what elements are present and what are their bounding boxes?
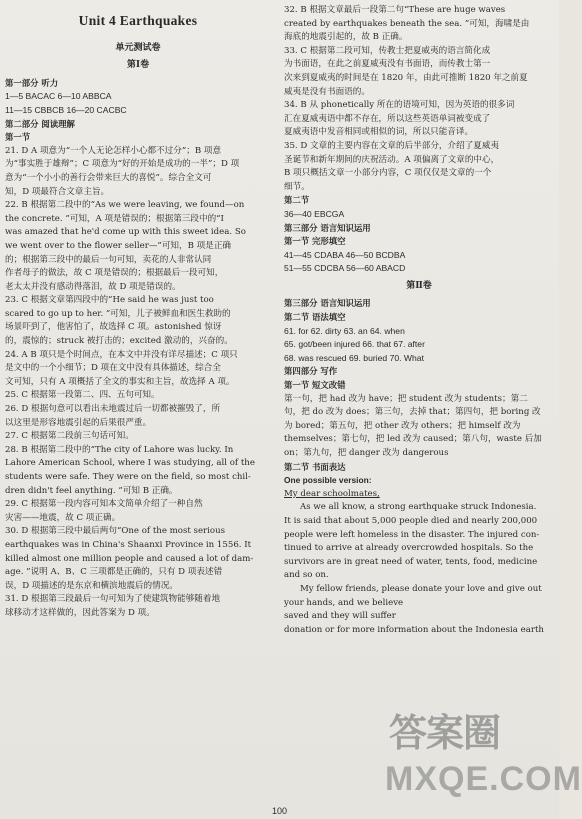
page-number: 100 xyxy=(271,806,288,816)
grammar-line: 68. was rescued 69. buried 70. What xyxy=(284,352,424,363)
essay-line: tinued to arrive at already overcrowded hospitals. So the xyxy=(284,543,534,554)
explanation-line: 28. B 根据第二段中的“The city of Lahore was lucky. In xyxy=(5,444,234,455)
explanation-line: earthquakes was in China's Shaanxi Province in 1556. It xyxy=(5,539,252,550)
explanation-line: was amazed that he'd come up with this sweet idea. So xyxy=(5,227,246,238)
volume-two-title: 第Ⅱ卷 xyxy=(406,280,432,291)
correction-line: themselves；第七句，把 led 改为 caused；第八句，waste 后加 xyxy=(284,434,542,445)
explanation-line: the concrete. ”可知，A 项是错误的；根据第三段中的“I xyxy=(5,213,224,224)
explanation-line: 25. C 根据第一段第二、四、五句可知。 xyxy=(5,390,160,401)
correction-heading: 第一节 短文改错 xyxy=(284,380,346,391)
section-one-heading: 第一节 xyxy=(5,132,31,143)
correction-line: 句，把 do 改为 does；第三句，去掉 that；第四句，把 boring 改 xyxy=(284,407,541,418)
essay-line: As we all know, a strong earthquake struck Indonesia. xyxy=(300,502,537,513)
explanation-line: 圣诞节和新年期间的庆祝活动。A 项偏离了文章的中心， xyxy=(284,154,500,165)
explanation-line: 灾害——地震，故 C 项正确。 xyxy=(5,512,121,523)
volume-one-title: 第Ⅰ卷 xyxy=(126,60,150,71)
explanation-line: 场景吓到了，他害怕了，故选择 C 项。astonished 惊讶 xyxy=(5,322,222,333)
reading-explanations xyxy=(5,145,271,621)
part-four-heading: 第四部分 写作 xyxy=(284,366,338,377)
answers-51-60: 51—55 CDCBA 56—60 ABACD xyxy=(284,263,406,274)
explanation-line: 细节。 xyxy=(284,181,310,192)
explanation-line: 31. D 根据第三段最后一句可知为了使建筑物能够随着地 xyxy=(5,594,221,605)
explanation-line: 作者母子的做法，故 C 项是错误的；根据最后一段可知， xyxy=(5,268,224,279)
explanation-line: 27. C 根据第二段前三句话可知。 xyxy=(5,431,134,442)
explanation-line: 以这里是形容地震引起的后果很严重。 xyxy=(5,417,152,428)
grammar-line: 65. got/been injured 66. that 67. after xyxy=(284,339,425,350)
answers-1-10: 1—5 BACAC 6—10 ABBCA xyxy=(5,91,112,102)
essay-line: saved and they will suffer xyxy=(284,611,396,622)
explanation-line: 26. D 根据句意可以看出未地震过后一切都被摧毁了，所 xyxy=(5,404,221,415)
answers-36-40: 36—40 EBCGA xyxy=(284,208,345,219)
explanation-line: 的；根据第三段中的最后一句可知，卖花的人非常认同 xyxy=(5,254,212,265)
correction-answers xyxy=(284,393,554,461)
explanation-line: 为书面语，在此之前夏威夷没有书面语，而传教士第一 xyxy=(284,59,491,70)
answers-41-50: 41—45 CDABA 46—50 BCDBA xyxy=(284,249,406,260)
essay-body xyxy=(284,501,554,637)
section-two-heading: 第二节 xyxy=(284,195,310,206)
grammar-answers xyxy=(284,325,554,366)
essay-line: people were left homeless in the disaster. The injured con- xyxy=(284,529,540,540)
part-three-b-heading: 第三部分 语言知识运用 xyxy=(284,298,371,309)
explanation-line: 老太太并没有感动得落泪，故 D 项是错误的。 xyxy=(5,281,181,292)
explanation-line: dren didn't feel anything. ”可知 B 正确。 xyxy=(5,485,178,496)
explanation-line: 22. B 根据第二段中的“As we were leaving, we found—on xyxy=(5,200,245,211)
part-two-heading: 第二部分 阅读理解 xyxy=(5,118,75,129)
watermark-logo: 答案圈 xyxy=(389,711,501,755)
explanation-line: killed almost one million people and caused a lot of dam- xyxy=(5,553,254,564)
explanation-line: Lahore American School, where I was studying, all of the xyxy=(5,458,255,469)
explanation-line: 夏威夷语中发音相同或相似的词，所以只能音译。 xyxy=(284,127,474,138)
left-column xyxy=(5,4,271,621)
explanation-line: 误，D 项描述的是东京和横滨地震后的情况。 xyxy=(5,580,178,591)
test-title: 单元测试卷 xyxy=(115,42,161,53)
reading-explanations-continued xyxy=(284,4,554,194)
explanation-line: 汇在夏威夷语中都不存在，所以这些英语单词被变成了 xyxy=(284,113,491,124)
explanation-line: 意为“一个小小的善行会带来巨大的喜悦”。综合全文可 xyxy=(5,172,212,183)
explanation-line: 海底的地震引起的，故 B 正确。 xyxy=(284,32,408,43)
explanation-line: 球移动才这样做的，因此答案为 D 项。 xyxy=(5,607,155,618)
watermark-text: MXQE.COM xyxy=(385,760,582,798)
explanation-line: 29. C 根据第一段内容可知本文简单介绍了一种自然 xyxy=(5,499,203,510)
explanation-line: 23. C 根据文章第四段中的“He said he was just too xyxy=(5,295,214,306)
unit-title: Unit 4 Earthquakes xyxy=(78,13,198,28)
explanation-line: B 项只概括文章一小部分内容，C 项仅仅是文章的一个 xyxy=(284,168,492,179)
explanation-line: scared to go up to her. ”可知，儿子被鲜血和医生救助的 xyxy=(5,308,231,319)
essay-line: and so on. xyxy=(284,570,329,581)
explanation-line: 32. B 根据文章最后一段第二句“These are huge waves xyxy=(284,5,506,15)
grammar-heading: 第二节 语法填空 xyxy=(284,312,346,323)
essay-salutation: My dear schoolmates, xyxy=(284,488,380,499)
explanation-line: 知，D 项最符合文章主旨。 xyxy=(5,186,110,197)
essay-line: your hands, and we believe xyxy=(284,597,404,608)
right-column xyxy=(284,4,554,637)
explanation-line: 34. B 从 phonetically 所在的语境可知，因为英语的很多词 xyxy=(284,100,515,111)
essay-line: survivors are in great need of water, tents, food, medicine xyxy=(284,556,538,567)
writing-heading: 第二节 书面表达 xyxy=(284,461,346,472)
explanation-line: 24. A B 项只是个时间点，在本文中并没有详尽描述；C 项只 xyxy=(5,349,238,360)
explanation-line: 33. C 根据第二段可知，传教士把夏威夷的语言简化成 xyxy=(284,45,491,56)
part-three-heading: 第三部分 语言知识运用 xyxy=(284,222,371,233)
explanation-line: we went over to the flower seller—”可知，B 项是正确 xyxy=(5,240,232,251)
version-label: One possible version: xyxy=(284,475,372,486)
explanation-line: age. ”说明 A、B、C 三项都是正确的，只有 D 项表述错 xyxy=(5,567,223,578)
correction-line: 为 bored；第五句，把 other 改为 others；把 himself 改为 xyxy=(284,420,521,431)
explanation-line: 次来到夏威夷的时间是在 1820 年，由此可推断 1820 年之前夏 xyxy=(284,72,528,83)
correction-line: on；第九句，把 danger 改为 dangerous xyxy=(284,448,449,458)
answers-11-20: 11—15 CBBCB 16—20 CACBC xyxy=(5,104,127,115)
explanation-line: 21. D A 项意为“一个人无论怎样小心都不过分”；B 项意 xyxy=(5,145,222,156)
explanation-line: 30. D 根据第三段中最后两句“One of the most serious xyxy=(5,526,226,537)
essay-line: It is said that about 5,000 people died and nearly 200,000 xyxy=(284,515,538,526)
grammar-line: 61. for 62. dirty 63. an 64. when xyxy=(284,325,405,336)
explanation-line: 威夷是没有书面语的。 xyxy=(284,86,370,97)
part-one-heading: 第一部分 听力 xyxy=(5,77,59,88)
explanation-line: 文可知，只有 A 项概括了全文的事实和主旨，故选择 A 项。 xyxy=(5,376,235,387)
watermark xyxy=(385,698,582,816)
cloze-heading: 第一节 完形填空 xyxy=(284,236,346,247)
explanation-line: 是文中的一个小细节；D 项在文中没有具体描述，综合全 xyxy=(5,363,221,374)
explanation-line: 的，震惊的；struck 被打击的；excited 激动的，兴奋的。 xyxy=(5,336,233,347)
explanation-line: created by earthquakes beneath the sea. ”可知，海啸是由 xyxy=(284,18,530,29)
explanation-line: students were safe. They were on the field, so most chil- xyxy=(5,472,251,482)
explanation-line: 35. D 文章的主要内容在文章的后半部分，介绍了夏威夷 xyxy=(284,140,500,151)
explanation-line: 为“事实胜于雄辩”；C 项意为“好的开始是成功的一半”；D 项 xyxy=(5,159,240,170)
essay-line: donation or for more information about the Indonesia earth xyxy=(284,624,544,635)
correction-line: 第一句，把 had 改为 have；把 student 改为 students；第二 xyxy=(284,393,528,404)
essay-line: My fellow friends, please donate your love and give out xyxy=(300,583,542,594)
